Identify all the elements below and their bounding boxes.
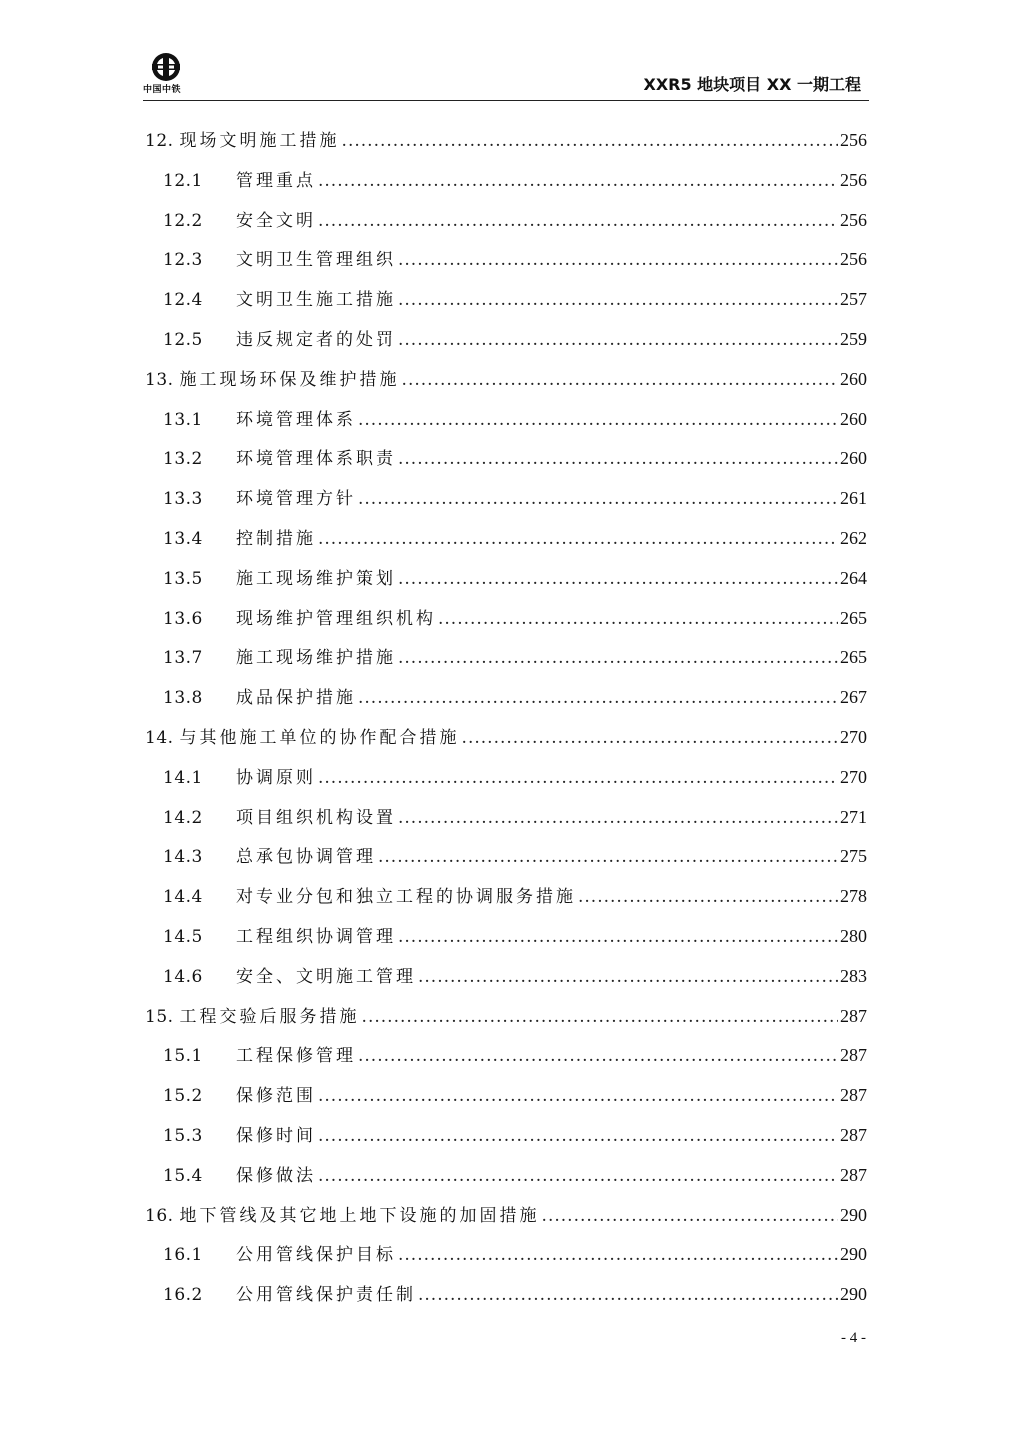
toc-entry-page: 264 [840, 567, 867, 588]
toc-dot-leader [542, 1197, 838, 1237]
toc-dot-leader [398, 241, 838, 281]
toc-chapter-entry[interactable] [145, 997, 867, 1037]
toc-dot-leader [418, 958, 838, 998]
toc-entry-page: 290 [840, 1284, 867, 1305]
toc-entry-title: 现场文明施工措施 [179, 131, 340, 151]
toc-entry-page: 261 [840, 488, 867, 509]
toc-entry-page: 270 [840, 766, 867, 787]
toc-section-entry[interactable] [145, 957, 867, 997]
toc-entry-title: 安全、文明施工管理 [236, 966, 416, 987]
toc-entry-title: 施工现场维护措施 [236, 648, 396, 669]
toc-entry-page: 287 [840, 1005, 867, 1026]
toc-entry-title: 文明卫生管理组织 [236, 250, 396, 271]
toc-entry-title: 总承包协调管理 [236, 847, 376, 868]
toc-dot-leader [318, 1157, 838, 1197]
toc-dot-leader [318, 1117, 838, 1157]
toc-section-entry[interactable] [145, 758, 867, 798]
toc-entry-page: 280 [840, 925, 867, 946]
toc-section-entry[interactable] [145, 400, 867, 440]
toc-entry-page: 275 [840, 846, 867, 867]
toc-chapter-entry[interactable] [145, 121, 867, 161]
header-title: XXR5 地块项目 XX 一期工程 [643, 75, 861, 94]
toc-entry-number: 14.2 [163, 807, 203, 828]
toc-section-entry[interactable] [145, 798, 867, 838]
toc-entry-title: 公用管线保护目标 [236, 1245, 396, 1266]
toc-entry-number: 15.4 [163, 1165, 203, 1186]
toc-dot-leader [398, 1236, 838, 1276]
toc-dot-leader [358, 679, 838, 719]
toc-entry-number: 13.1 [163, 409, 203, 430]
toc-entry-number: 13.4 [163, 528, 203, 549]
toc-entry-number: 16.1 [163, 1245, 203, 1266]
toc-dot-leader [358, 401, 838, 441]
toc-entry-number: 12. [145, 131, 174, 151]
toc-entry-title: 管理重点 [236, 170, 316, 191]
toc-entry-number: 13. [145, 369, 174, 390]
toc-entry-title: 保修范围 [236, 1086, 316, 1107]
toc-entry-title: 对专业分包和独立工程的协调服务措施 [236, 887, 576, 908]
toc-section-entry[interactable] [145, 678, 867, 718]
toc-entry-title: 工程保修管理 [236, 1046, 356, 1067]
toc-entry-number: 12.4 [163, 290, 203, 311]
toc-entry-number: 12.3 [163, 250, 203, 271]
toc-entry-page: 256 [840, 130, 867, 150]
toc-entry-title: 现场维护管理组织机构 [236, 608, 436, 629]
toc-entry-number: 12.5 [163, 329, 203, 350]
toc-entry-page: 290 [840, 1244, 867, 1265]
toc-entry-page: 278 [840, 886, 867, 907]
toc-dot-leader [318, 1077, 838, 1117]
toc-dot-leader [578, 878, 838, 918]
toc-entry-title: 保修时间 [236, 1125, 316, 1146]
toc-entry-title: 保修做法 [236, 1165, 316, 1186]
toc-entry-page: 256 [840, 169, 867, 190]
toc-dot-leader [318, 759, 838, 799]
toc-chapter-entry[interactable] [145, 1196, 867, 1236]
toc-section-entry[interactable] [145, 1156, 867, 1196]
toc-chapter-entry[interactable] [145, 360, 867, 400]
toc-entry-page: 283 [840, 965, 867, 986]
toc-dot-leader [318, 162, 838, 202]
toc-dot-leader [418, 1276, 838, 1316]
toc-dot-leader [358, 1037, 838, 1077]
toc-dot-leader [398, 281, 838, 321]
toc-entry-page: 257 [840, 289, 867, 310]
toc-section-entry[interactable] [145, 599, 867, 639]
toc-entry-number: 13.2 [163, 449, 203, 470]
toc-section-entry[interactable] [145, 1275, 867, 1315]
toc-entry-page: 287 [840, 1164, 867, 1185]
toc-entry-number: 14.3 [163, 847, 203, 868]
toc-entry-number: 13.8 [163, 688, 203, 709]
toc-section-entry[interactable] [145, 1076, 867, 1116]
toc-entry-number: 16.2 [163, 1285, 203, 1306]
toc-section-entry[interactable] [145, 479, 867, 519]
toc-section-entry[interactable] [145, 559, 867, 599]
toc-entry-title: 施工现场环保及维护措施 [179, 369, 400, 390]
toc-section-entry[interactable] [145, 201, 867, 241]
toc-entry-title: 环境管理体系职责 [236, 449, 396, 470]
toc-entry-page: 290 [840, 1204, 867, 1225]
toc-section-entry[interactable] [145, 161, 867, 201]
toc-section-entry[interactable] [145, 439, 867, 479]
toc-dot-leader [362, 998, 838, 1038]
toc-entry-page: 287 [840, 1124, 867, 1145]
toc-entry-title: 成品保护措施 [236, 688, 356, 709]
toc-entry-number: 15. [145, 1006, 174, 1027]
toc-section-entry[interactable] [145, 917, 867, 957]
toc-dot-leader [398, 918, 838, 958]
toc-entry-page: 260 [840, 368, 867, 389]
toc-entry-title: 文明卫生施工措施 [236, 290, 396, 311]
toc-dot-leader [318, 520, 838, 560]
toc-entry-number: 15.1 [163, 1046, 203, 1067]
toc-entry-number: 14. [145, 727, 174, 748]
toc-entry-number: 14.5 [163, 926, 203, 947]
toc-entry-title: 工程交验后服务措施 [179, 1006, 360, 1027]
toc-dot-leader [398, 560, 838, 600]
toc-entry-title: 与其他施工单位的协作配合措施 [179, 727, 460, 748]
toc-section-entry[interactable] [145, 638, 867, 678]
toc-entry-number: 15.3 [163, 1125, 203, 1146]
toc-entry-title: 地下管线及其它地上地下设施的加固措施 [179, 1205, 540, 1226]
toc-section-entry[interactable] [145, 877, 867, 917]
toc-entry-page: 262 [840, 527, 867, 548]
toc-dot-leader [402, 361, 838, 401]
toc-dot-leader [438, 600, 838, 640]
page-header [143, 44, 869, 101]
table-of-contents [145, 121, 867, 1315]
toc-entry-number: 14.6 [163, 966, 203, 987]
toc-entry-page: 260 [840, 448, 867, 469]
toc-entry-page: 265 [840, 607, 867, 628]
toc-entry-number: 12.2 [163, 210, 203, 231]
toc-section-entry[interactable] [145, 1116, 867, 1156]
toc-entry-title: 控制措施 [236, 528, 316, 549]
toc-entry-number: 12.1 [163, 170, 203, 191]
toc-entry-page: 270 [840, 726, 867, 747]
toc-dot-leader [378, 838, 838, 878]
toc-entry-number: 14.4 [163, 887, 203, 908]
toc-entry-number: 16. [145, 1205, 174, 1226]
toc-section-entry[interactable] [145, 280, 867, 320]
toc-entry-page: 260 [840, 408, 867, 429]
toc-entry-page: 267 [840, 687, 867, 708]
toc-entry-page: 265 [840, 647, 867, 668]
toc-entry-page: 256 [840, 209, 867, 230]
toc-entry-number: 14.1 [163, 767, 203, 788]
toc-dot-leader [398, 639, 838, 679]
toc-section-entry[interactable] [145, 1235, 867, 1275]
toc-entry-title: 环境管理体系 [236, 409, 356, 430]
toc-entry-title: 协调原则 [236, 767, 316, 788]
toc-dot-leader [398, 440, 838, 480]
toc-entry-title: 环境管理方针 [236, 489, 356, 510]
toc-entry-title: 安全文明 [236, 210, 316, 231]
toc-entry-page: 271 [840, 806, 867, 827]
toc-section-entry[interactable] [145, 240, 867, 280]
toc-entry-title: 违反规定者的处罚 [236, 329, 396, 350]
toc-section-entry[interactable] [145, 837, 867, 877]
toc-section-entry[interactable] [145, 320, 867, 360]
toc-entry-page: 287 [840, 1045, 867, 1066]
toc-entry-number: 13.6 [163, 608, 203, 629]
toc-chapter-entry[interactable] [145, 718, 867, 758]
toc-entry-page: 256 [840, 249, 867, 270]
toc-section-entry[interactable] [145, 1036, 867, 1076]
toc-entry-number: 15.2 [163, 1086, 203, 1107]
toc-dot-leader [342, 122, 838, 162]
toc-dot-leader [398, 321, 838, 361]
toc-entry-number: 13.5 [163, 568, 203, 589]
logo-text: 中国中铁 [143, 85, 182, 95]
toc-entry-title: 施工现场维护策划 [236, 568, 396, 589]
toc-entry-number: 13.7 [163, 648, 203, 669]
toc-entry-title: 项目组织机构设置 [236, 807, 396, 828]
toc-dot-leader [318, 202, 838, 242]
toc-entry-page: 287 [840, 1085, 867, 1106]
toc-dot-leader [358, 480, 838, 520]
page-number: - 4 - [841, 1330, 866, 1346]
toc-entry-title: 工程组织协调管理 [236, 926, 396, 947]
toc-dot-leader [398, 799, 838, 839]
toc-entry-number: 13.3 [163, 489, 203, 510]
toc-dot-leader [462, 719, 838, 759]
toc-entry-page: 259 [840, 328, 867, 349]
toc-section-entry[interactable] [145, 519, 867, 559]
toc-entry-title: 公用管线保护责任制 [236, 1285, 416, 1306]
